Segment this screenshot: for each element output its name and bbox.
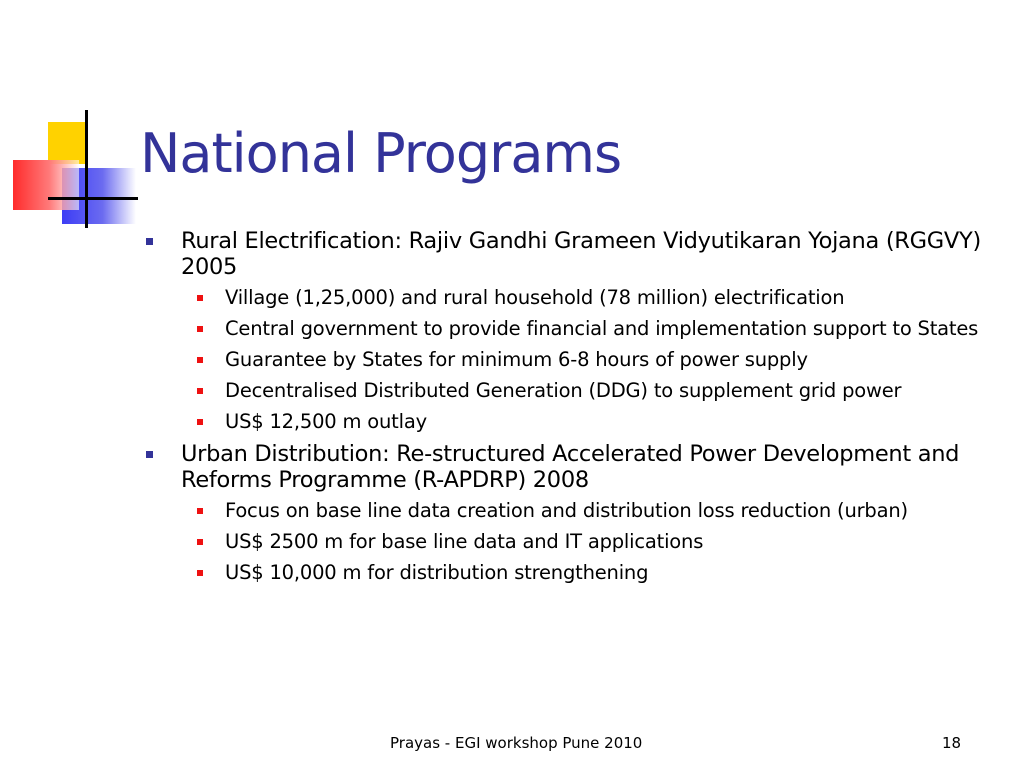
sub-bullet-text: Guarantee by States for minimum 6-8 hours of power supply	[225, 348, 808, 371]
square-bullet-icon	[146, 238, 153, 245]
logo-horizontal-line	[48, 197, 138, 200]
sub-bullet-item	[181, 561, 1006, 584]
slide-title: National Programs	[140, 122, 622, 185]
square-bullet-icon	[197, 508, 203, 514]
bullet-rural-electrification	[146, 228, 1006, 433]
logo-vertical-line	[85, 110, 88, 228]
square-bullet-icon	[197, 326, 203, 332]
square-bullet-icon	[197, 539, 203, 545]
sub-bullet-list	[181, 286, 1006, 433]
sub-bullet-item	[181, 530, 1006, 553]
sub-bullet-text: Village (1,25,000) and rural household (78 million) electrification	[225, 286, 845, 309]
bullet-urban-distribution	[146, 441, 1006, 584]
page-number: 18	[942, 734, 962, 752]
sub-bullet-item	[181, 379, 1006, 402]
sub-bullet-item	[181, 410, 1006, 433]
sub-bullet-item	[181, 348, 1006, 371]
logo-yellow-square	[48, 122, 88, 164]
sub-bullet-item	[181, 499, 1006, 522]
slide-content	[146, 228, 1006, 592]
sub-bullet-text: US$ 10,000 m for distribution strengthening	[225, 561, 649, 584]
sub-bullet-list	[181, 499, 1006, 584]
square-bullet-icon	[197, 388, 203, 394]
footer-text: Prayas - EGI workshop Pune 2010	[390, 734, 643, 752]
square-bullet-icon	[197, 357, 203, 363]
bullet-list	[146, 228, 1006, 584]
bullet-text: Rural Electrification: Rajiv Gandhi Grameen Vidyutikaran Yojana (RGGVY) 2005	[181, 228, 981, 280]
sub-bullet-text: US$ 12,500 m outlay	[225, 410, 427, 433]
sub-bullet-text: Central government to provide financial and implementation support to States	[225, 317, 979, 340]
bullet-text: Urban Distribution: Re-structured Accelerated Power Development and Reforms Programme (R-APDRP) 2008	[181, 441, 960, 493]
square-bullet-icon	[197, 295, 203, 301]
sub-bullet-item	[181, 286, 1006, 309]
square-bullet-icon	[197, 419, 203, 425]
slide-logo	[0, 100, 140, 230]
square-bullet-icon	[146, 451, 153, 458]
square-bullet-icon	[197, 570, 203, 576]
sub-bullet-text: Focus on base line data creation and distribution loss reduction (urban)	[225, 499, 908, 522]
sub-bullet-text: Decentralised Distributed Generation (DDG) to supplement grid power	[225, 379, 902, 402]
sub-bullet-text: US$ 2500 m for base line data and IT applications	[225, 530, 704, 553]
sub-bullet-item	[181, 317, 1006, 340]
logo-red-square	[13, 160, 79, 210]
